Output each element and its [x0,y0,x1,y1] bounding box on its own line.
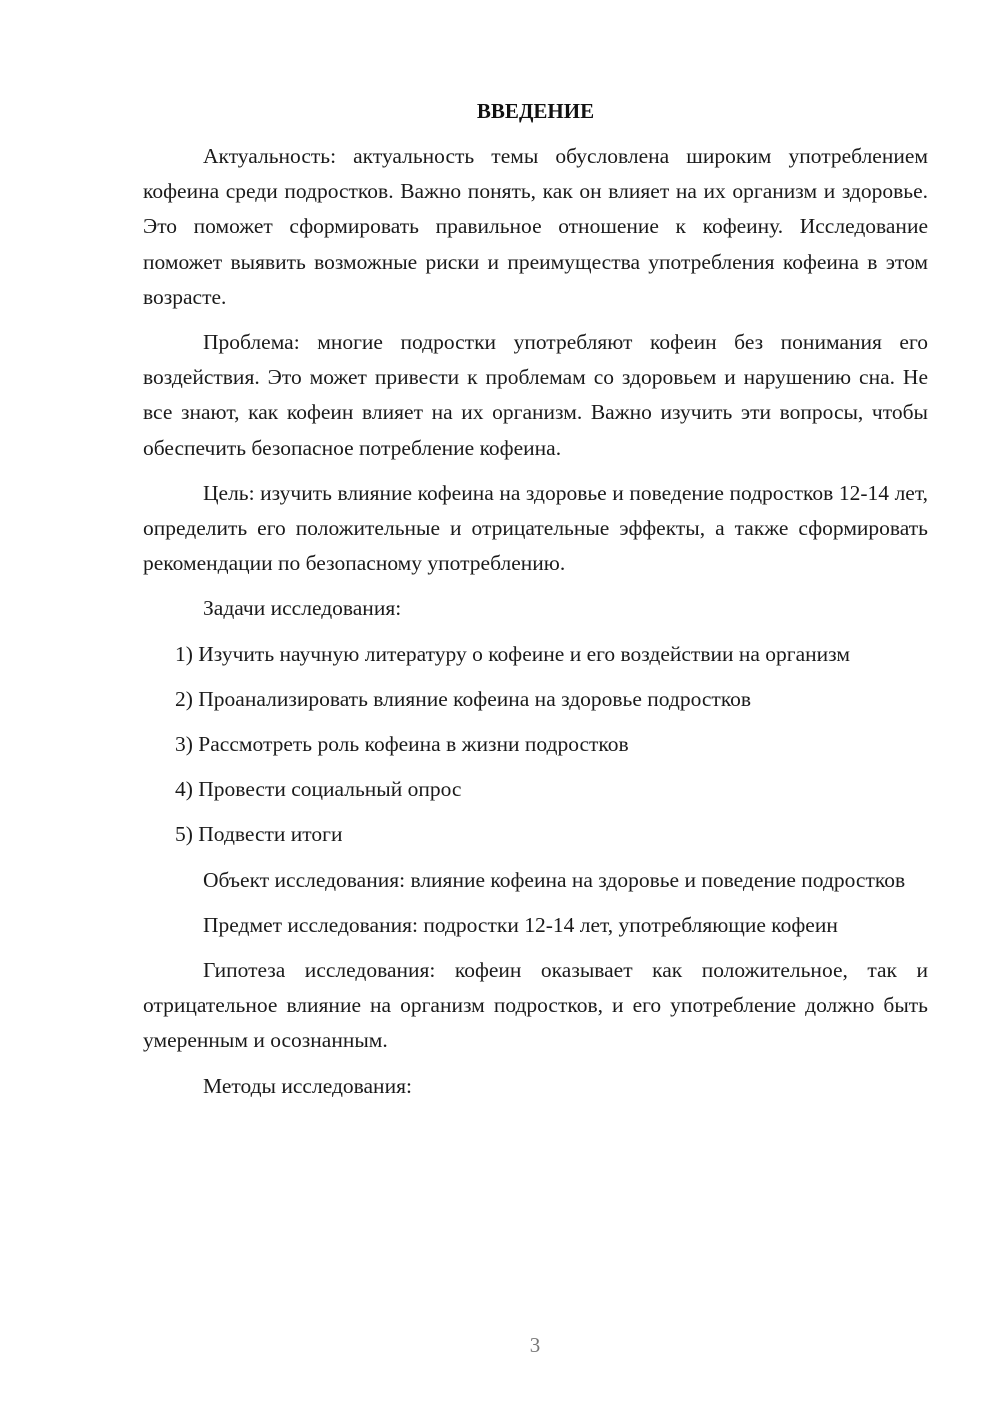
paragraph-subject: Предмет исследования: подростки 12-14 лет, употребляющие кофеин [203,912,838,937]
page-number: 3 [529,1333,541,1357]
list-item: 2) Проанализировать влияние кофеина на здоровье подростков [175,686,752,711]
page-content [143,97,928,1114]
paragraph-object: Объект исследования: влияние кофеина на здоровье и поведение подростков [203,867,906,892]
list-item: 5) Подвести итоги [175,822,343,847]
paragraph-hypothesis: Гипотеза исследования: кофеин оказывает как положительное, так и отрицательное влияние на организм подростков, и его употребление должно быть умеренным и осознанным. [143,958,928,1053]
list-item: 4) Провести социальный опрос [175,777,462,802]
paragraph-goal: Цель: изучить влияние кофеина на здоровье и поведение подростков 12-14 лет, определить его положительные и отрицательные эффекты, а также сформировать рекомендации по безопасному употреблению. [143,480,928,576]
methods-label: Методы исследования: [203,1073,412,1098]
tasks-list [143,637,928,853]
tasks-label: Задачи исследования: [203,596,402,621]
paragraph-relevance: Актуальность: актуальность темы обусловлена широким употреблением кофеина среди подростков. Важно понять, как он влияет на их организм и здоровье. Это поможет сформировать правильное отношение к кофеину. Исследование поможет выявить возможные риски и преимущества употребления кофеина в этом возрасте. [143,144,928,309]
list-item: 1) Изучить научную литературу о кофеине и его воздействии на организм [175,641,850,666]
paragraph-problem: Проблема: многие подростки употребляют кофеин без понимания его воздействия. Это может привести к проблемам со здоровьем и нарушению сна. Не все знают, как кофеин влияет на их организм. Важно изучить эти вопросы, чтобы обеспечить безопасное потребление кофеина. [143,330,928,460]
section-heading: ВВЕДЕНИЕ [476,99,595,123]
list-item: 3) Рассмотреть роль кофеина в жизни подростков [175,732,629,757]
